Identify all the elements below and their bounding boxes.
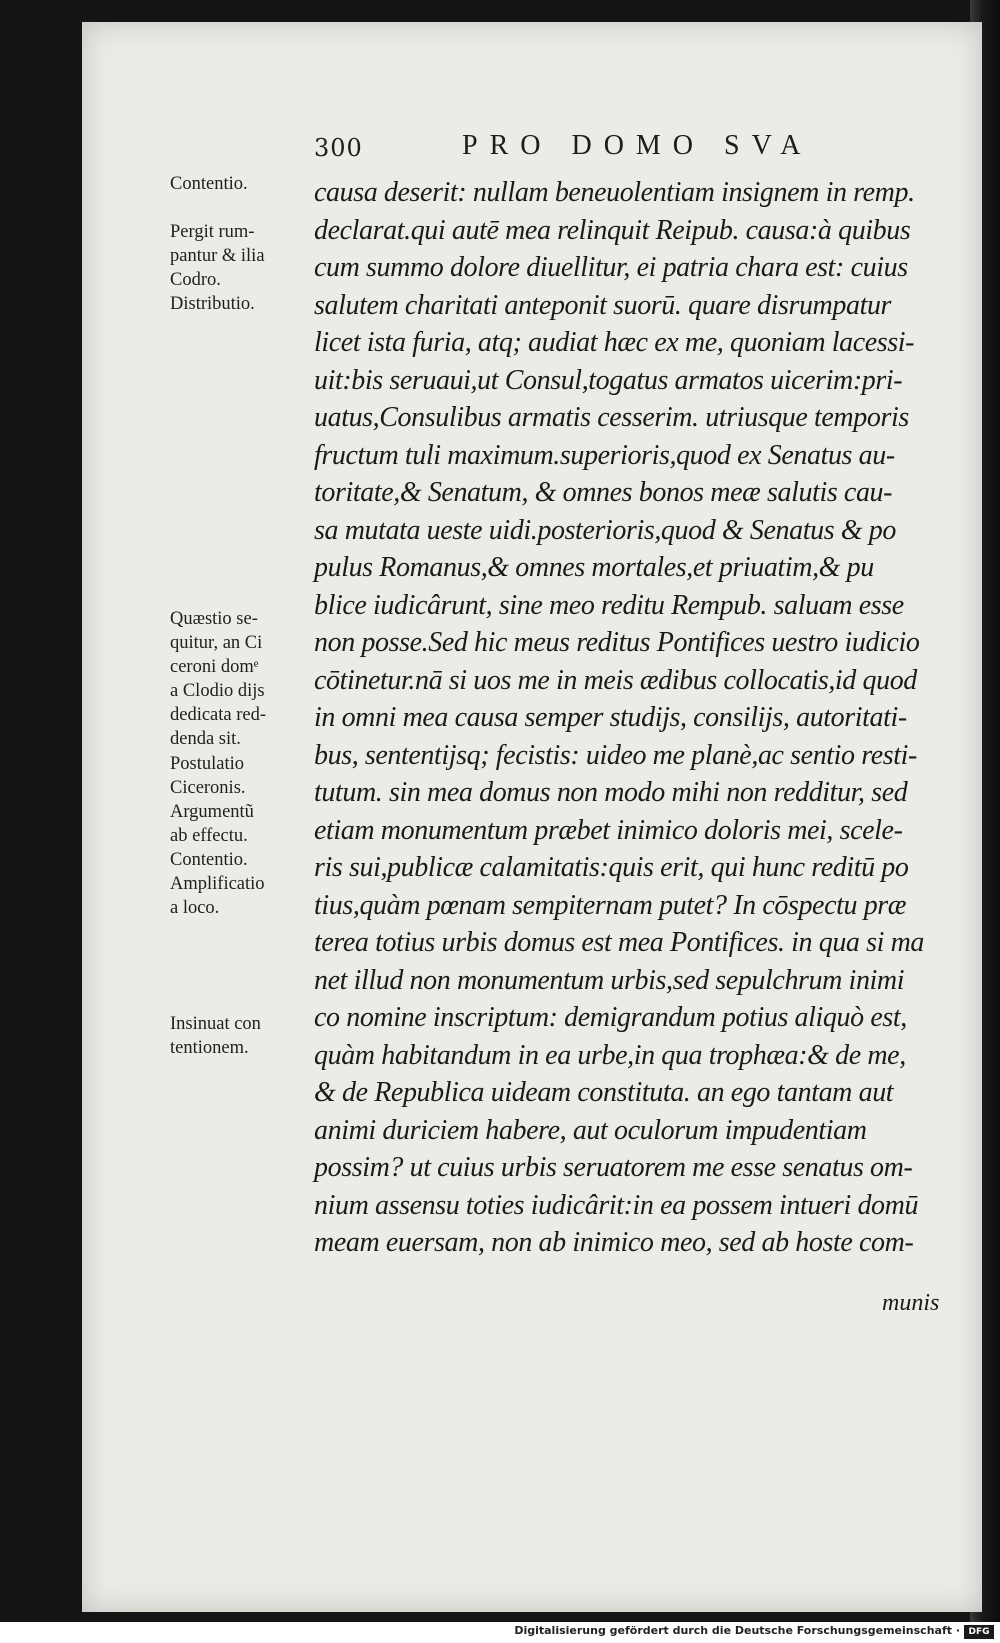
margin-note: Quæstio se- quitur, an Ci ceroni domᵉ a Clodio dijs dedicata red- denda sit. [170,609,267,749]
text-line: salutem charitati anteponit suorū. quare disrumpatur [314,289,892,321]
page-header [82,130,982,174]
book-page [82,22,982,1612]
text-line: net illud non monumentum urbis,sed sepulchrum inimi [314,964,905,996]
margin-note: Amplificatio a loco. [170,874,265,918]
footer-bar [0,1622,1000,1643]
catchword: munis [882,1290,940,1316]
text-line: etiam monumentum præbet inimico doloris mei, scele- [314,814,903,846]
text-line: uatus,Consulibus armatis cesserim. utriusque temporis [314,402,909,433]
text-line: terea totius urbis domus est mea Pontifices. in qua si ma [314,927,925,958]
margin-note: Distributio. [170,294,255,314]
text-line: declarat.qui autē mea relinquit Reipub. causa:à quibus [314,214,911,246]
running-title: PRO DOMO SVA [462,130,813,161]
text-line: cum summo dolore diuellitur, ei patria chara est: cuius [314,252,908,283]
text-line: nium assensu toties iudicârit:in ea possem intueri domū [314,1189,919,1221]
text-line: fructum tuli maximum.superioris,quod ex Senatus au- [314,439,895,471]
text-line: quàm habitandum in ea urbe,in qua trophæa:& de me, [314,1039,906,1071]
margin-note: Contentio. [170,850,248,870]
text-line: animi duriciem habere, aut oculorum impudentiam [314,1114,867,1146]
text-line: blice iudicârunt, sine meo reditu Rempub. saluam esse [314,589,904,621]
dfg-logo-icon: DFG [964,1625,994,1639]
margin-note: Insinuat con tentionem. [170,1014,261,1058]
text-line: ris sui,publicæ calamitatis:quis erit, qui hunc reditū po [314,852,909,883]
body-text [314,174,944,1262]
margin-note: Argumentũ ab effectu. [170,802,254,846]
margin-note: Postulatio Ciceronis. [170,754,246,798]
margin-note: Pergit rum- pantur & ilia Codro. [170,222,265,290]
page-number: 300 [314,134,363,162]
text-line: bus, sententijsq; fecistis: uideo me planè,ac sentio resti- [314,739,917,771]
text-line: pulus Romanus,& omnes mortales,et priuatim,& pu [314,552,874,583]
text-line: tius,quàm pœnam sempiternam putet? In cōspectu præ [314,889,907,921]
text-line: sa mutata ueste uidi.posterioris,quod & Senatus & po [314,514,896,546]
margin-note: Contentio. [170,174,248,194]
text-line: tutum. sin mea domus non modo mihi non redditur, sed [314,777,908,808]
text-line: uit:bis seruaui,ut Consul,togatus armatos uicerim:pri- [314,364,903,396]
text-line: meam euersam, non ab inimico meo, sed ab hoste com- [314,1227,914,1258]
text-line: co nomine inscriptum: demigrandum potius aliquò est, [314,1002,907,1033]
text-line: non posse.Sed hic meus reditus Pontifices uestro iudicio [314,627,920,658]
funding-credit: Digitalisierung gefördert durch die Deutsche Forschungsgemeinschaft · [514,1624,960,1637]
text-line: & de Republica uideam constituta. an ego tantam aut [314,1077,894,1108]
text-line: possim? ut cuius urbis seruatorem me esse senatus om- [314,1152,913,1183]
text-line: licet ista furia, atq; audiat hæc ex me, quoniam lacessi- [314,327,915,358]
text-line: cōtinetur.nā si uos me in meis ædibus collocatis,id quod [314,664,917,696]
text-line: toritate,& Senatum, & omnes bonos meæ salutis cau- [314,477,893,508]
text-line: causa deserit: nullam beneuolentiam insignem in remp. [314,177,915,208]
text-line: in omni mea causa semper studijs, consilijs, autoritati- [314,702,907,733]
